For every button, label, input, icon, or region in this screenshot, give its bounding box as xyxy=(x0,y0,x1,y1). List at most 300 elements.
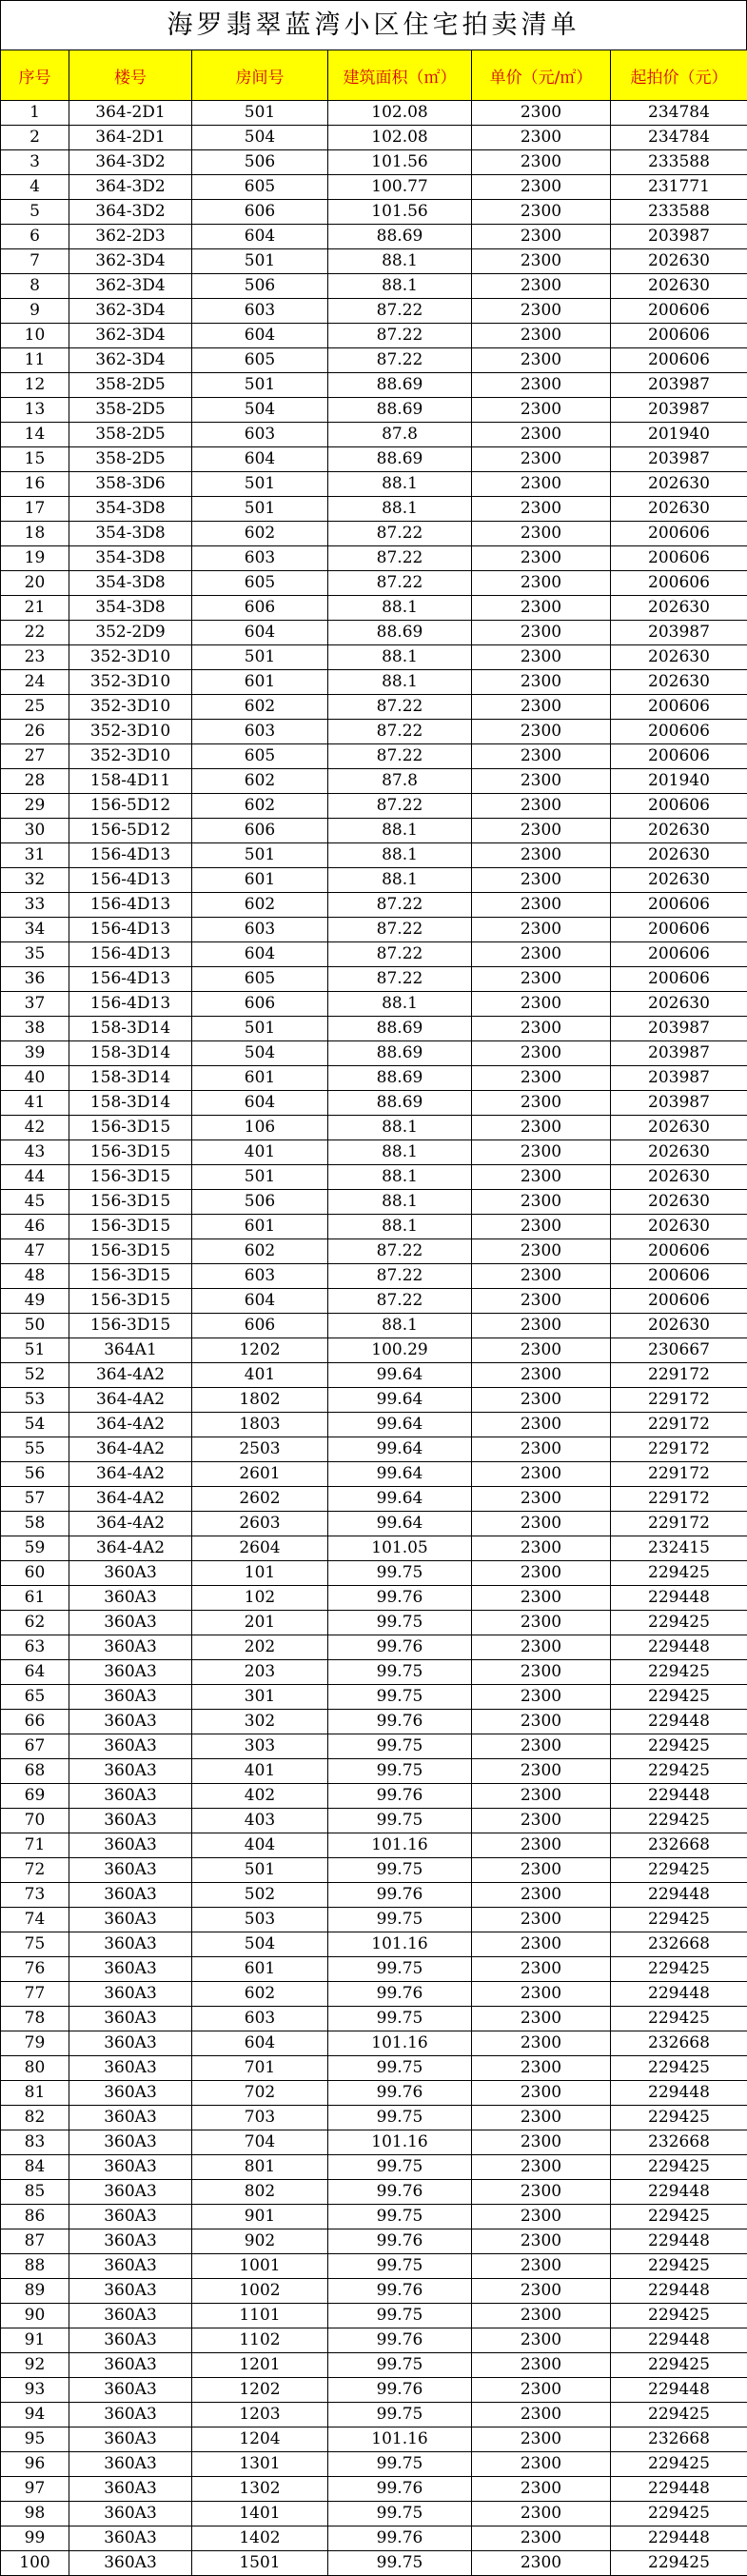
cell-unit-price: 2300 xyxy=(472,249,611,274)
cell-start-price: 202630 xyxy=(611,1314,747,1338)
cell-start-price: 202630 xyxy=(611,274,747,299)
table-row xyxy=(1,819,747,843)
cell-building: 354-3D8 xyxy=(69,522,192,546)
cell-index: 46 xyxy=(1,1215,69,1239)
cell-area: 99.75 xyxy=(328,2551,472,2576)
cell-area: 88.69 xyxy=(328,621,472,645)
cell-start-price: 229425 xyxy=(611,1660,747,1685)
cell-area: 99.75 xyxy=(328,1759,472,1784)
cell-room: 603 xyxy=(192,720,328,744)
cell-room: 602 xyxy=(192,522,328,546)
cell-area: 99.76 xyxy=(328,2477,472,2502)
cell-start-price: 202630 xyxy=(611,992,747,1017)
cell-unit-price: 2300 xyxy=(472,522,611,546)
cell-unit-price: 2300 xyxy=(472,819,611,843)
cell-start-price: 229425 xyxy=(611,1759,747,1784)
cell-start-price: 229172 xyxy=(611,1512,747,1536)
cell-unit-price: 2300 xyxy=(472,1759,611,1784)
cell-unit-price: 2300 xyxy=(472,1883,611,1908)
cell-room: 2602 xyxy=(192,1487,328,1512)
cell-index: 80 xyxy=(1,2056,69,2081)
cell-start-price: 229425 xyxy=(611,2205,747,2229)
cell-area: 88.1 xyxy=(328,992,472,1017)
cell-room: 602 xyxy=(192,1239,328,1264)
cell-building: 156-3D15 xyxy=(69,1314,192,1338)
cell-unit-price: 2300 xyxy=(472,348,611,373)
cell-room: 603 xyxy=(192,918,328,942)
cell-room: 404 xyxy=(192,1833,328,1858)
cell-index: 52 xyxy=(1,1363,69,1388)
table-row xyxy=(1,1932,747,1957)
cell-unit-price: 2300 xyxy=(472,497,611,522)
cell-area: 87.22 xyxy=(328,967,472,992)
cell-start-price: 229425 xyxy=(611,2007,747,2031)
cell-unit-price: 2300 xyxy=(472,1833,611,1858)
table-row xyxy=(1,2056,747,2081)
table-row xyxy=(1,1611,747,1635)
table-row xyxy=(1,225,747,249)
cell-start-price: 233588 xyxy=(611,150,747,175)
cell-building: 360A3 xyxy=(69,2180,192,2205)
cell-start-price: 202630 xyxy=(611,670,747,695)
cell-room: 901 xyxy=(192,2205,328,2229)
cell-unit-price: 2300 xyxy=(472,101,611,126)
cell-unit-price: 2300 xyxy=(472,472,611,497)
cell-building: 360A3 xyxy=(69,1833,192,1858)
cell-start-price: 200606 xyxy=(611,744,747,769)
cell-index: 84 xyxy=(1,2155,69,2180)
cell-area: 99.75 xyxy=(328,1660,472,1685)
cell-room: 2604 xyxy=(192,1536,328,1561)
table-row xyxy=(1,1017,747,1041)
cell-building: 360A3 xyxy=(69,2353,192,2378)
cell-unit-price: 2300 xyxy=(472,324,611,348)
table-row xyxy=(1,497,747,522)
cell-index: 26 xyxy=(1,720,69,744)
cell-start-price: 229172 xyxy=(611,1363,747,1388)
cell-index: 22 xyxy=(1,621,69,645)
header-start-price: 起拍价（元） xyxy=(611,50,747,101)
cell-index: 43 xyxy=(1,1140,69,1165)
cell-unit-price: 2300 xyxy=(472,596,611,621)
cell-room: 501 xyxy=(192,373,328,398)
cell-index: 28 xyxy=(1,769,69,794)
cell-start-price: 202630 xyxy=(611,1190,747,1215)
cell-index: 74 xyxy=(1,1908,69,1932)
cell-area: 99.75 xyxy=(328,2353,472,2378)
table-row xyxy=(1,2551,747,2576)
cell-room: 1201 xyxy=(192,2353,328,2378)
cell-start-price: 229448 xyxy=(611,2328,747,2353)
cell-room: 603 xyxy=(192,299,328,324)
cell-building: 156-3D15 xyxy=(69,1190,192,1215)
cell-start-price: 202630 xyxy=(611,497,747,522)
cell-index: 31 xyxy=(1,843,69,868)
cell-start-price: 200606 xyxy=(611,794,747,819)
cell-start-price: 229448 xyxy=(611,2477,747,2502)
cell-area: 88.1 xyxy=(328,1314,472,1338)
cell-index: 72 xyxy=(1,1858,69,1883)
cell-area: 87.22 xyxy=(328,348,472,373)
cell-area: 99.75 xyxy=(328,1561,472,1586)
cell-index: 82 xyxy=(1,2106,69,2130)
cell-unit-price: 2300 xyxy=(472,2304,611,2328)
table-row xyxy=(1,2205,747,2229)
cell-area: 88.69 xyxy=(328,1041,472,1066)
cell-area: 88.1 xyxy=(328,843,472,868)
cell-area: 99.76 xyxy=(328,2378,472,2403)
table-row xyxy=(1,2007,747,2031)
table-row xyxy=(1,2328,747,2353)
cell-area: 99.64 xyxy=(328,1388,472,1413)
cell-building: 360A3 xyxy=(69,2526,192,2551)
cell-unit-price: 2300 xyxy=(472,893,611,918)
cell-index: 85 xyxy=(1,2180,69,2205)
cell-unit-price: 2300 xyxy=(472,2477,611,2502)
cell-unit-price: 2300 xyxy=(472,2452,611,2477)
cell-index: 86 xyxy=(1,2205,69,2229)
cell-room: 403 xyxy=(192,1809,328,1833)
cell-start-price: 234784 xyxy=(611,126,747,150)
cell-building: 364-4A2 xyxy=(69,1512,192,1536)
cell-room: 2503 xyxy=(192,1437,328,1462)
cell-area: 87.22 xyxy=(328,1239,472,1264)
table-row xyxy=(1,1833,747,1858)
table-row xyxy=(1,1437,747,1462)
cell-building: 360A3 xyxy=(69,1883,192,1908)
cell-unit-price: 2300 xyxy=(472,1116,611,1140)
cell-unit-price: 2300 xyxy=(472,1437,611,1462)
cell-index: 42 xyxy=(1,1116,69,1140)
cell-unit-price: 2300 xyxy=(472,447,611,472)
cell-building: 156-3D15 xyxy=(69,1165,192,1190)
cell-index: 76 xyxy=(1,1957,69,1982)
cell-index: 68 xyxy=(1,1759,69,1784)
table-row xyxy=(1,472,747,497)
cell-index: 70 xyxy=(1,1809,69,1833)
cell-start-price: 229425 xyxy=(611,2353,747,2378)
cell-index: 50 xyxy=(1,1314,69,1338)
cell-area: 99.76 xyxy=(328,2328,472,2353)
cell-building: 156-4D13 xyxy=(69,942,192,967)
cell-index: 55 xyxy=(1,1437,69,1462)
cell-area: 102.08 xyxy=(328,101,472,126)
cell-unit-price: 2300 xyxy=(472,373,611,398)
cell-room: 401 xyxy=(192,1140,328,1165)
cell-area: 88.1 xyxy=(328,497,472,522)
cell-area: 88.1 xyxy=(328,868,472,893)
cell-start-price: 229425 xyxy=(611,1561,747,1586)
cell-unit-price: 2300 xyxy=(472,1289,611,1314)
cell-room: 506 xyxy=(192,150,328,175)
cell-index: 97 xyxy=(1,2477,69,2502)
cell-unit-price: 2300 xyxy=(472,1660,611,1685)
cell-index: 27 xyxy=(1,744,69,769)
table-row xyxy=(1,1759,747,1784)
cell-area: 87.22 xyxy=(328,1289,472,1314)
cell-index: 39 xyxy=(1,1041,69,1066)
cell-room: 503 xyxy=(192,1908,328,1932)
cell-unit-price: 2300 xyxy=(472,843,611,868)
cell-building: 364-4A2 xyxy=(69,1388,192,1413)
cell-building: 362-3D4 xyxy=(69,274,192,299)
cell-building: 364-3D2 xyxy=(69,200,192,225)
cell-unit-price: 2300 xyxy=(472,1809,611,1833)
cell-area: 87.22 xyxy=(328,720,472,744)
cell-area: 88.1 xyxy=(328,249,472,274)
cell-room: 501 xyxy=(192,249,328,274)
cell-start-price: 203987 xyxy=(611,1091,747,1116)
cell-start-price: 229425 xyxy=(611,2304,747,2328)
table-row xyxy=(1,1561,747,1586)
cell-building: 358-2D5 xyxy=(69,423,192,447)
cell-building: 360A3 xyxy=(69,2229,192,2254)
cell-area: 87.22 xyxy=(328,522,472,546)
cell-room: 501 xyxy=(192,497,328,522)
cell-room: 606 xyxy=(192,200,328,225)
cell-room: 603 xyxy=(192,1264,328,1289)
cell-room: 401 xyxy=(192,1759,328,1784)
cell-unit-price: 2300 xyxy=(472,1858,611,1883)
table-row xyxy=(1,1957,747,1982)
cell-building: 364-3D2 xyxy=(69,150,192,175)
cell-room: 605 xyxy=(192,744,328,769)
cell-start-price: 200606 xyxy=(611,967,747,992)
cell-area: 99.76 xyxy=(328,2279,472,2304)
cell-start-price: 200606 xyxy=(611,522,747,546)
cell-index: 17 xyxy=(1,497,69,522)
cell-area: 101.16 xyxy=(328,2130,472,2155)
cell-start-price: 229425 xyxy=(611,2452,747,2477)
cell-index: 79 xyxy=(1,2031,69,2056)
table-row xyxy=(1,843,747,868)
cell-area: 99.75 xyxy=(328,2106,472,2130)
cell-area: 99.75 xyxy=(328,2304,472,2328)
cell-building: 156-4D13 xyxy=(69,918,192,942)
cell-room: 604 xyxy=(192,1289,328,1314)
cell-start-price: 229172 xyxy=(611,1487,747,1512)
cell-area: 87.22 xyxy=(328,942,472,967)
cell-room: 1202 xyxy=(192,2378,328,2403)
cell-room: 605 xyxy=(192,348,328,373)
cell-room: 303 xyxy=(192,1734,328,1759)
cell-start-price: 229172 xyxy=(611,1462,747,1487)
cell-start-price: 203987 xyxy=(611,225,747,249)
cell-building: 156-4D13 xyxy=(69,843,192,868)
table-row xyxy=(1,1536,747,1561)
cell-start-price: 203987 xyxy=(611,373,747,398)
cell-start-price: 229425 xyxy=(611,1809,747,1833)
table-row xyxy=(1,1635,747,1660)
cell-building: 360A3 xyxy=(69,2279,192,2304)
cell-start-price: 200606 xyxy=(611,918,747,942)
cell-start-price: 229425 xyxy=(611,1858,747,1883)
table-row xyxy=(1,1363,747,1388)
cell-index: 71 xyxy=(1,1833,69,1858)
cell-unit-price: 2300 xyxy=(472,1190,611,1215)
cell-start-price: 202630 xyxy=(611,249,747,274)
cell-start-price: 229425 xyxy=(611,2106,747,2130)
cell-area: 99.75 xyxy=(328,2056,472,2081)
cell-start-price: 203987 xyxy=(611,398,747,423)
cell-room: 1203 xyxy=(192,2403,328,2427)
table-row xyxy=(1,2130,747,2155)
cell-unit-price: 2300 xyxy=(472,918,611,942)
cell-room: 602 xyxy=(192,769,328,794)
cell-area: 99.75 xyxy=(328,1611,472,1635)
cell-room: 1204 xyxy=(192,2427,328,2452)
cell-start-price: 234784 xyxy=(611,101,747,126)
table-row xyxy=(1,1190,747,1215)
cell-index: 59 xyxy=(1,1536,69,1561)
cell-building: 354-3D8 xyxy=(69,596,192,621)
cell-unit-price: 2300 xyxy=(472,992,611,1017)
table-row xyxy=(1,621,747,645)
cell-room: 1501 xyxy=(192,2551,328,2576)
cell-room: 601 xyxy=(192,1957,328,1982)
cell-unit-price: 2300 xyxy=(472,1536,611,1561)
cell-area: 99.76 xyxy=(328,1883,472,1908)
table-row xyxy=(1,1338,747,1363)
cell-unit-price: 2300 xyxy=(472,225,611,249)
cell-room: 2601 xyxy=(192,1462,328,1487)
cell-start-price: 229172 xyxy=(611,1437,747,1462)
cell-start-price: 200606 xyxy=(611,1264,747,1289)
table-row xyxy=(1,1883,747,1908)
cell-room: 501 xyxy=(192,1165,328,1190)
cell-start-price: 233588 xyxy=(611,200,747,225)
cell-room: 201 xyxy=(192,1611,328,1635)
cell-room: 106 xyxy=(192,1116,328,1140)
cell-room: 606 xyxy=(192,992,328,1017)
cell-building: 360A3 xyxy=(69,2502,192,2526)
cell-start-price: 202630 xyxy=(611,1165,747,1190)
cell-building: 360A3 xyxy=(69,2378,192,2403)
cell-area: 87.22 xyxy=(328,893,472,918)
cell-index: 19 xyxy=(1,546,69,571)
cell-room: 302 xyxy=(192,1710,328,1734)
cell-index: 14 xyxy=(1,423,69,447)
cell-area: 101.16 xyxy=(328,2031,472,2056)
table-row xyxy=(1,1091,747,1116)
cell-area: 88.1 xyxy=(328,645,472,670)
table-row xyxy=(1,1066,747,1091)
cell-area: 88.69 xyxy=(328,373,472,398)
cell-room: 401 xyxy=(192,1363,328,1388)
cell-unit-price: 2300 xyxy=(472,1512,611,1536)
cell-room: 501 xyxy=(192,645,328,670)
table-row xyxy=(1,1239,747,1264)
cell-room: 801 xyxy=(192,2155,328,2180)
cell-index: 96 xyxy=(1,2452,69,2477)
cell-room: 601 xyxy=(192,1066,328,1091)
cell-building: 360A3 xyxy=(69,2130,192,2155)
cell-index: 64 xyxy=(1,1660,69,1685)
cell-room: 604 xyxy=(192,447,328,472)
cell-index: 16 xyxy=(1,472,69,497)
cell-building: 358-2D5 xyxy=(69,373,192,398)
cell-room: 604 xyxy=(192,2031,328,2056)
cell-area: 87.22 xyxy=(328,324,472,348)
cell-unit-price: 2300 xyxy=(472,1734,611,1759)
cell-start-price: 200606 xyxy=(611,324,747,348)
cell-room: 402 xyxy=(192,1784,328,1809)
cell-unit-price: 2300 xyxy=(472,1586,611,1611)
cell-index: 90 xyxy=(1,2304,69,2328)
cell-area: 99.75 xyxy=(328,1809,472,1833)
table-row xyxy=(1,200,747,225)
cell-unit-price: 2300 xyxy=(472,1685,611,1710)
cell-building: 354-3D8 xyxy=(69,571,192,596)
cell-building: 360A3 xyxy=(69,1809,192,1833)
table-row xyxy=(1,695,747,720)
cell-start-price: 229448 xyxy=(611,1635,747,1660)
cell-unit-price: 2300 xyxy=(472,720,611,744)
table-row xyxy=(1,1487,747,1512)
cell-index: 9 xyxy=(1,299,69,324)
cell-room: 601 xyxy=(192,1215,328,1239)
cell-area: 101.56 xyxy=(328,150,472,175)
cell-building: 364-4A2 xyxy=(69,1462,192,1487)
table-row xyxy=(1,2081,747,2106)
table-row xyxy=(1,1314,747,1338)
cell-room: 604 xyxy=(192,621,328,645)
cell-start-price: 232668 xyxy=(611,2031,747,2056)
cell-unit-price: 2300 xyxy=(472,1561,611,1586)
table-row xyxy=(1,2502,747,2526)
cell-room: 604 xyxy=(192,225,328,249)
cell-index: 2 xyxy=(1,126,69,150)
cell-area: 87.8 xyxy=(328,423,472,447)
cell-area: 99.75 xyxy=(328,2403,472,2427)
cell-start-price: 202630 xyxy=(611,1140,747,1165)
auction-table xyxy=(0,50,747,2576)
cell-building: 360A3 xyxy=(69,2155,192,2180)
sheet-title: 海罗翡翠蓝湾小区住宅拍卖清单 xyxy=(0,0,747,50)
cell-area: 88.1 xyxy=(328,1140,472,1165)
cell-start-price: 232668 xyxy=(611,1833,747,1858)
table-row xyxy=(1,769,747,794)
cell-unit-price: 2300 xyxy=(472,2279,611,2304)
cell-start-price: 203987 xyxy=(611,1041,747,1066)
cell-index: 38 xyxy=(1,1017,69,1041)
cell-start-price: 229448 xyxy=(611,1784,747,1809)
cell-building: 364-2D1 xyxy=(69,126,192,150)
cell-start-price: 202630 xyxy=(611,472,747,497)
cell-area: 99.75 xyxy=(328,2254,472,2279)
cell-building: 156-5D12 xyxy=(69,794,192,819)
cell-start-price: 202630 xyxy=(611,1215,747,1239)
cell-room: 504 xyxy=(192,126,328,150)
cell-unit-price: 2300 xyxy=(472,670,611,695)
cell-start-price: 229448 xyxy=(611,2378,747,2403)
cell-area: 99.76 xyxy=(328,2081,472,2106)
cell-building: 156-4D13 xyxy=(69,967,192,992)
table-row xyxy=(1,126,747,150)
cell-building: 360A3 xyxy=(69,1784,192,1809)
cell-area: 100.77 xyxy=(328,175,472,200)
table-row xyxy=(1,1784,747,1809)
cell-building: 358-2D5 xyxy=(69,398,192,423)
cell-index: 1 xyxy=(1,101,69,126)
cell-index: 10 xyxy=(1,324,69,348)
cell-building: 352-3D10 xyxy=(69,744,192,769)
cell-room: 1102 xyxy=(192,2328,328,2353)
cell-building: 360A3 xyxy=(69,1908,192,1932)
cell-index: 61 xyxy=(1,1586,69,1611)
cell-start-price: 200606 xyxy=(611,571,747,596)
table-row xyxy=(1,1710,747,1734)
